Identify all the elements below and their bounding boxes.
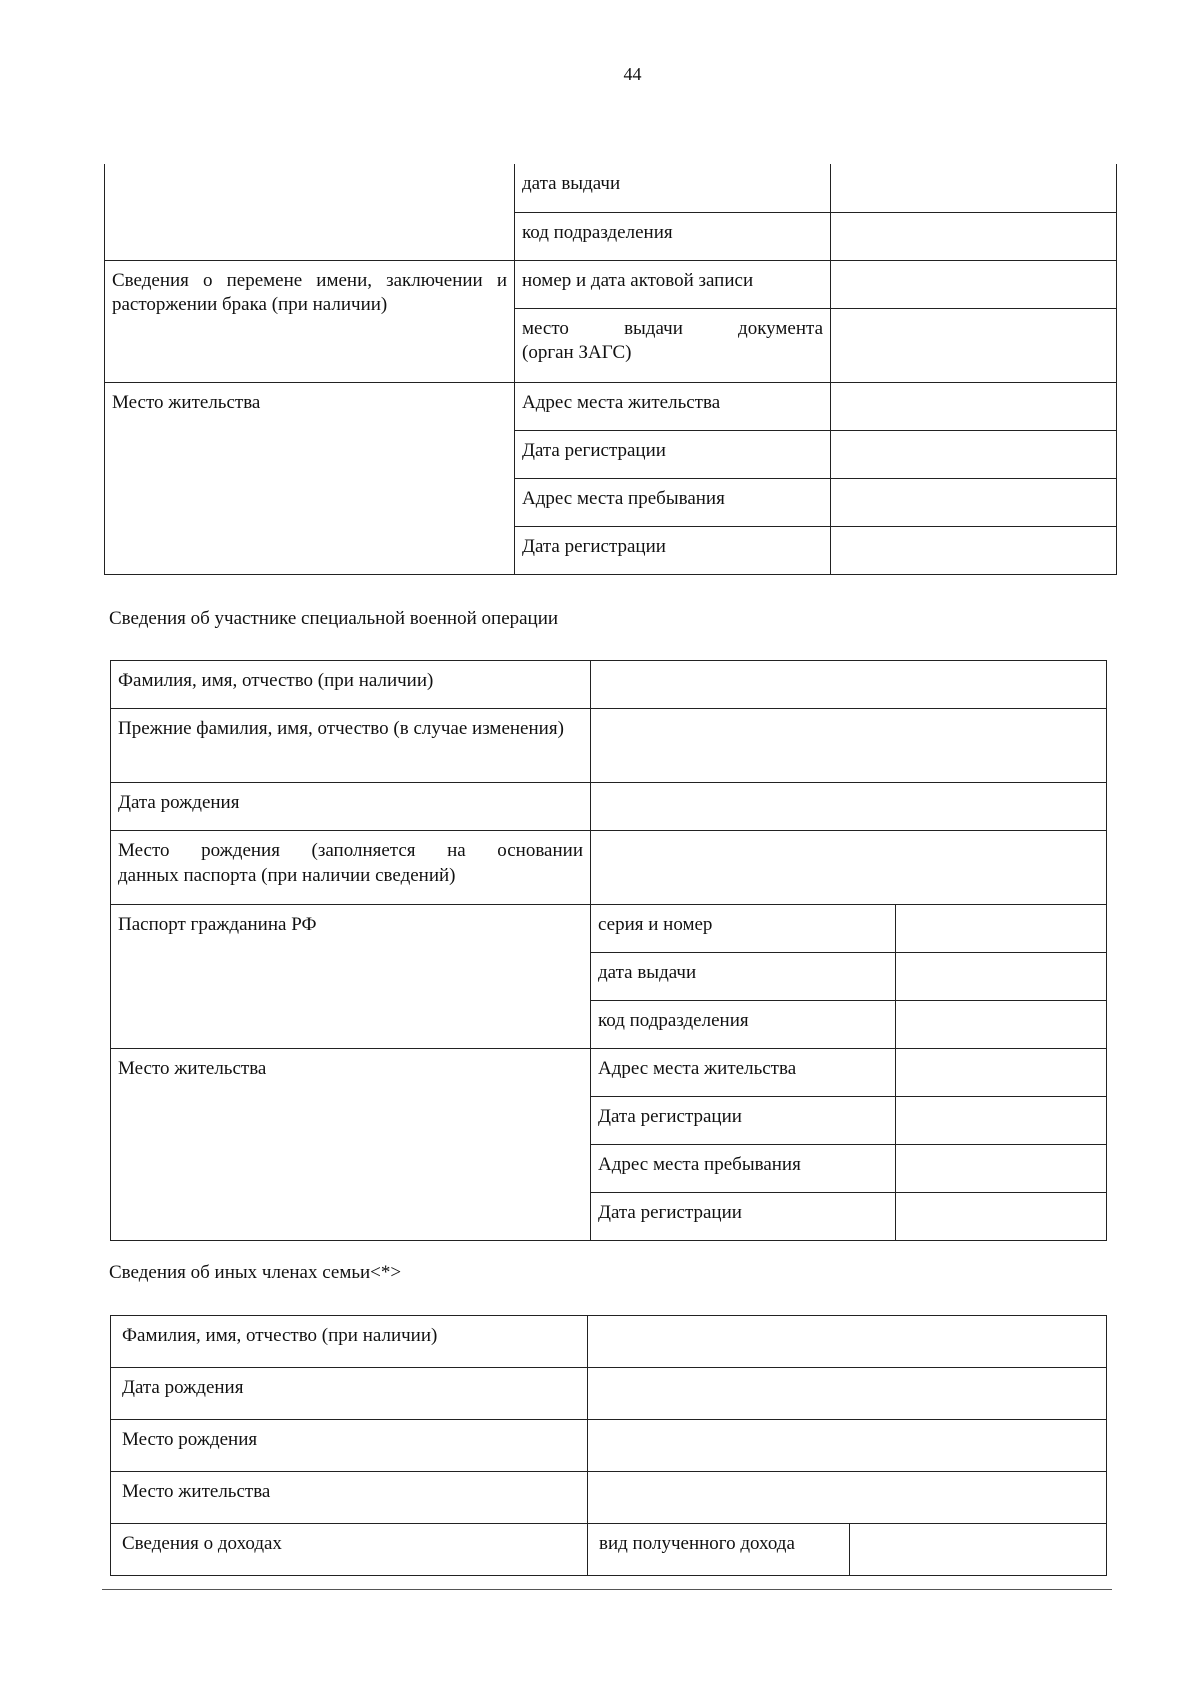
issue-date-label: дата выдачи xyxy=(515,164,831,212)
svo-stay-address-label: Адрес места пребывания xyxy=(591,1145,896,1193)
family-full-name-value[interactable] xyxy=(588,1316,1107,1368)
registry-office-value[interactable] xyxy=(831,308,1117,382)
family-birth-date-label: Дата рождения xyxy=(111,1368,588,1420)
registry-office-label xyxy=(515,308,831,382)
svo-residence-address-label: Адрес места жительства xyxy=(591,1049,896,1097)
svo-stay-registration-date-value[interactable] xyxy=(896,1193,1107,1241)
svo-stay-address-value[interactable] xyxy=(896,1145,1107,1193)
residence-label: Место жительства xyxy=(105,382,515,574)
passport-series-label: серия и номер xyxy=(591,905,896,953)
birth-place-line1: Место рождения (заполняется на основании xyxy=(118,840,583,861)
full-name-label: Фамилия, имя, отчество (при наличии) xyxy=(111,661,591,709)
residence-address-value[interactable] xyxy=(831,382,1117,430)
registry-office-line1: место выдачи документа xyxy=(522,317,823,339)
former-name-value[interactable] xyxy=(591,709,1107,783)
passport-label: Паспорт гражданина РФ xyxy=(111,905,591,1049)
birth-place-line2: данных паспорта (при наличии сведений) xyxy=(118,864,456,886)
stay-address-label: Адрес места пребывания xyxy=(515,478,831,526)
stay-registration-date-value[interactable] xyxy=(831,526,1117,574)
stay-address-value[interactable] xyxy=(831,478,1117,526)
income-type-label: вид полученного дохода xyxy=(588,1524,850,1576)
passport-issue-date-label: дата выдачи xyxy=(591,953,896,1001)
family-birth-place-label: Место рождения xyxy=(111,1420,588,1472)
family-residence-value[interactable] xyxy=(588,1472,1107,1524)
empty-cell xyxy=(105,164,515,260)
page-number: 44 xyxy=(623,64,642,84)
family-birth-date-value[interactable] xyxy=(588,1368,1107,1420)
family-full-name-label: Фамилия, имя, отчество (при наличии) xyxy=(111,1316,588,1368)
footer-divider xyxy=(102,1589,1112,1590)
act-record-label: номер и дата актовой записи xyxy=(515,260,831,308)
income-type-value[interactable] xyxy=(850,1524,1107,1576)
act-record-value[interactable] xyxy=(831,260,1117,308)
svo-registration-date-value[interactable] xyxy=(896,1097,1107,1145)
family-income-label: Сведения о доходах xyxy=(111,1524,588,1576)
family-birth-place-value[interactable] xyxy=(588,1420,1107,1472)
passport-issue-date-value[interactable] xyxy=(896,953,1107,1001)
registration-date-value[interactable] xyxy=(831,430,1117,478)
birth-date-value[interactable] xyxy=(591,783,1107,831)
registration-date-label: Дата регистрации xyxy=(515,430,831,478)
family-members-section-title: Сведения об иных членах семьи<*> xyxy=(109,1262,402,1283)
division-code-label: код подразделения xyxy=(515,212,831,260)
svo-residence-label: Место жительства xyxy=(111,1049,591,1241)
family-members-table xyxy=(110,1315,1107,1576)
passport-division-code-value[interactable] xyxy=(896,1001,1107,1049)
issue-date-value[interactable] xyxy=(831,164,1117,212)
full-name-value[interactable] xyxy=(591,661,1107,709)
family-residence-label: Место жительства xyxy=(111,1472,588,1524)
applicant-details-table-continued xyxy=(104,164,1117,575)
passport-series-value[interactable] xyxy=(896,905,1107,953)
svo-registration-date-label: Дата регистрации xyxy=(591,1097,896,1145)
stay-registration-date-label: Дата регистрации xyxy=(515,526,831,574)
registry-office-line2: (орган ЗАГС) xyxy=(522,342,632,364)
division-code-value[interactable] xyxy=(831,212,1117,260)
passport-division-code-label: код подразделения xyxy=(591,1001,896,1049)
residence-address-label: Адрес места жительства xyxy=(515,382,831,430)
former-name-label: Прежние фамилия, имя, отчество (в случае изменения) xyxy=(111,709,591,783)
birth-place-value[interactable] xyxy=(591,831,1107,905)
name-change-label: Сведения о перемене имени, заключении и расторжении брака (при наличии) xyxy=(105,260,515,382)
svo-participant-section-title: Сведения об участнике специальной военной операции xyxy=(109,608,559,629)
svo-participant-table xyxy=(110,660,1107,1241)
birth-date-label: Дата рождения xyxy=(111,783,591,831)
svo-stay-registration-date-label: Дата регистрации xyxy=(591,1193,896,1241)
svo-residence-address-value[interactable] xyxy=(896,1049,1107,1097)
birth-place-label xyxy=(111,831,591,905)
